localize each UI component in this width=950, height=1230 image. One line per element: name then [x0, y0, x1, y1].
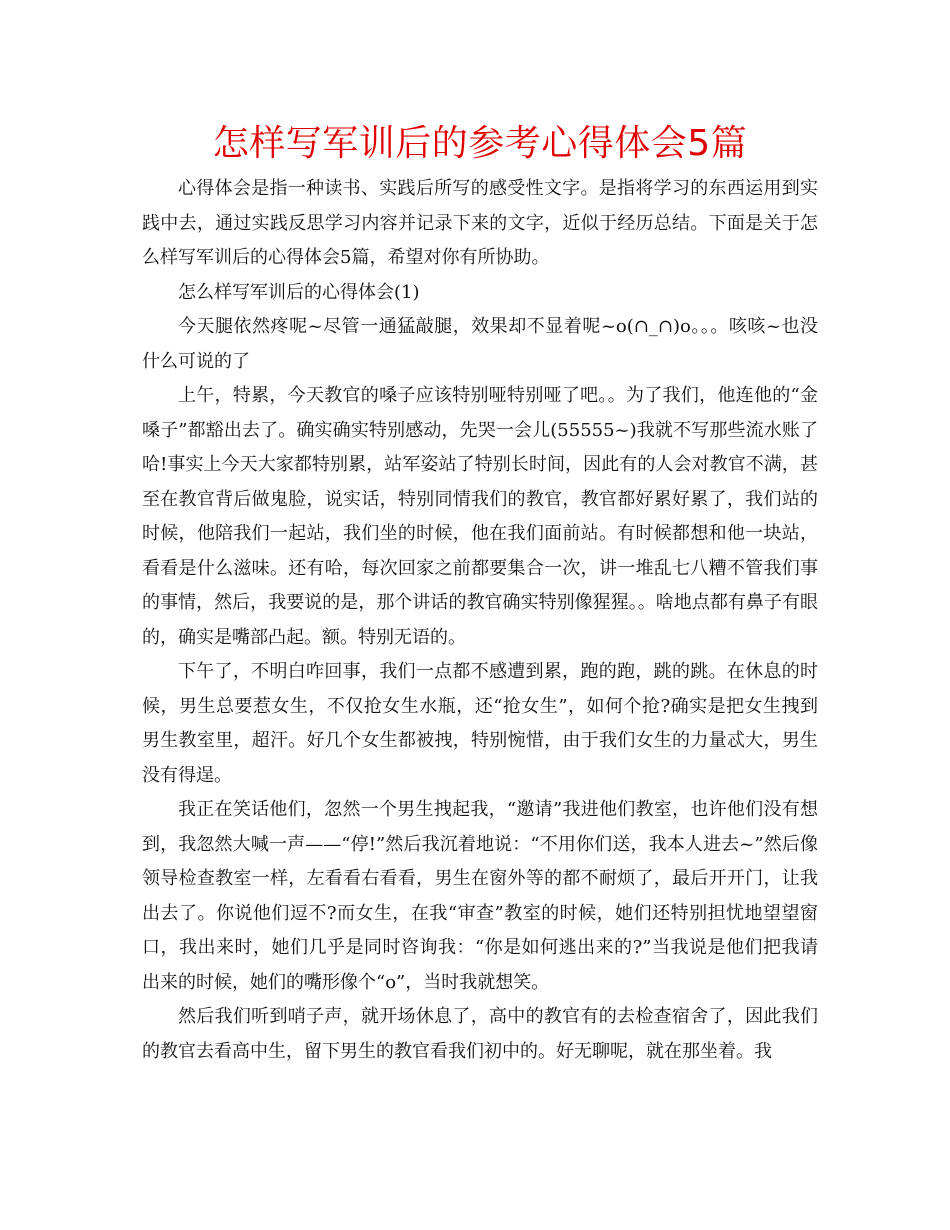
paragraph-whistle: 然后我们听到哨子声，就开场休息了，高中的教官有的去检查宿舍了，因此我们的教官去看高中生，留下男生的教官看我们初中的。好无聊呢，就在那坐着。我 [142, 1006, 818, 1062]
paragraph-intro: 心得体会是指一种读书、实践后所写的感受性文字。是指将学习的东西运用到实践中去，通过实践反思学习内容并记录下来的文字，近似于经历总结。下面是关于怎么样写军训后的心得体会5篇，希望对你有所协助。 [142, 178, 818, 268]
paragraph-classroom: 我正在笑话他们，忽然一个男生拽起我，“邀请”我进他们教室，也许他们没有想到，我忽然大喊一声——“停!”然后我沉着地说：“不用你们送，我本人进去~”然后像领导检查教室一样，左看看右看看，男生在窗外等的都不耐烦了，最后开开门，让我出去了。你说他们逗不?而女生，在我“审查”教室的时候，她们还特别担忧地望望窗口，我出来时，她们几乎是同时咨询我：“你是如何逃出来的?”当我说是他们把我请出来的时候，她们的嘴形像个“o”，当时我就想笑。 [142, 799, 818, 993]
paragraph-morning: 上午，特累，今天教官的嗓子应该特别哑特别哑了吧。。为了我们，他连他的“金嗓子”都豁出去了。确实确实特别感动，先哭一会儿(55555~)我就不写那些流水账了哈!事实上今天大家都特别累，站军姿站了特别长时间，因此有的人会对教官不满，甚至在教官背后做鬼脸，说实话，特别同情我们的教官，教官都好累好累了，我们站的时候，他陪我们一起站，我们坐的时候，他在我们面前站。有时候都想和他一块站，看看是什么滋味。还有哈，每次回家之前都要集合一次，讲一堆乱七八糟不管我们事的事情，然后，我要说的是，那个讲话的教官确实特别像猩猩。。啥地点都有鼻子有眼的，确实是嘴部凸起。额。特别无语的。 [142, 385, 818, 648]
document-title: 怎样写军训后的参考心得体会5篇 [212, 123, 748, 164]
paragraph-section-heading: 怎么样写军训后的心得体会(1) [178, 281, 420, 303]
paragraph-afternoon: 下午了，不明白咋回事，我们一点都不感遭到累，跑的跑，跳的跳。在休息的时候，男生总要惹女生，不仅抢女生水瓶，还“抢女生”，如何个抢?确实是把女生拽到男生教室里，超汗。好几个女生都被拽，特别惋惜，由于我们女生的力量忒大，男生没有得逞。 [142, 661, 818, 786]
paragraph-leg-pain: 今天腿依然疼呢~尽管一通猛敲腿，效果却不显着呢~o(∩_∩)o。。。咳咳~也没什么可说的了 [142, 316, 818, 372]
